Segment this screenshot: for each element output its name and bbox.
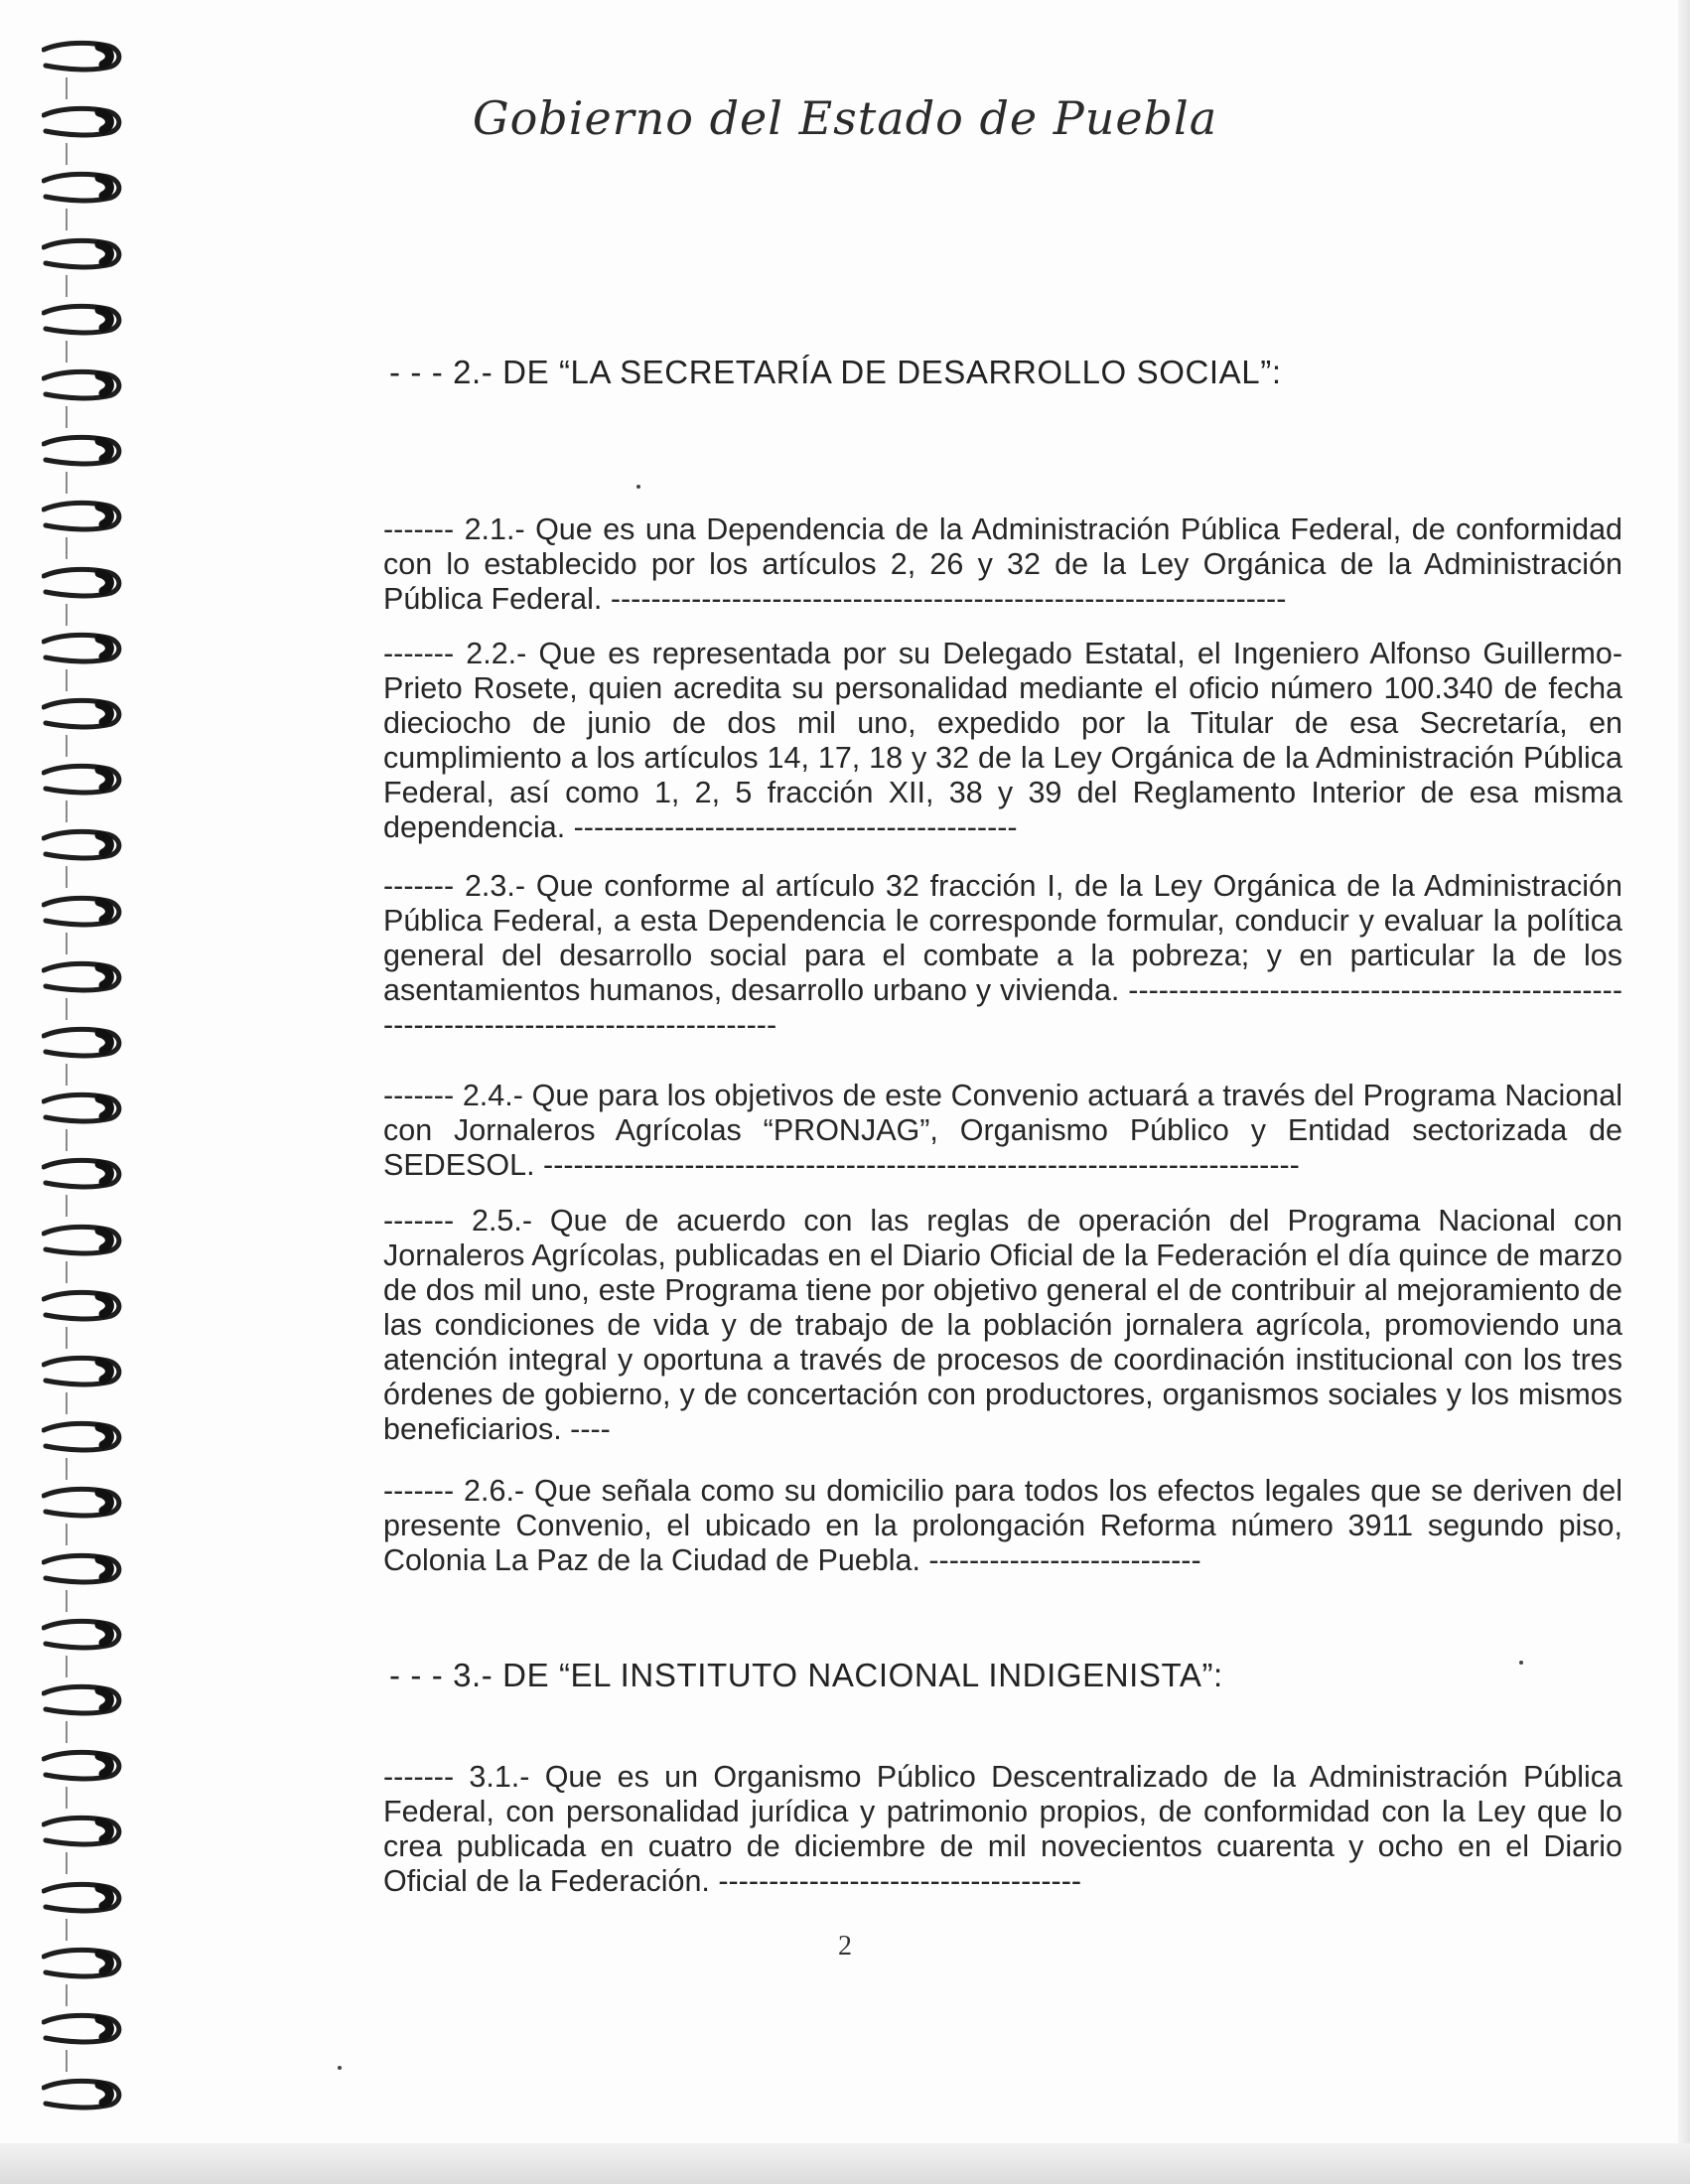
scan-speck (636, 485, 640, 489)
binding-ring (42, 1616, 125, 1652)
binding-ring (42, 498, 125, 533)
paragraph-2-6: ------- 2.6.- Que señala como su domicilio para todos los efectos legales que se deriven del presente Convenio, el ubicado en la prolongación Reforma número 3911 segundo piso, Colonia La Paz de la Ciudad de Puebla. --------------------------- (383, 1474, 1622, 1577)
paragraph-2-5: ------- 2.5.- Que de acuerdo con las reglas de operación del Programa Nacional con Jornaleros Agrícolas, publicadas en el Diario Oficial de la Federación el día quince de marzo de dos mil uno, este Programa tiene por objetivo general el de contribuir al mejoramiento de las condiciones de vida y de trabajo de la población jornalera agrícola, promoviendo una atención integral y oportuna a través de procesos de coordinación institucional con los tres órdenes de gobierno, y de concertación con productores, organismos sociales y los mismos beneficiarios. ---- (383, 1204, 1622, 1446)
binding-ring (42, 366, 125, 402)
binding-spine-mark (66, 1656, 68, 1677)
binding-ring (42, 761, 125, 797)
binding-spine-mark (66, 275, 68, 297)
binding-ring (42, 301, 125, 337)
binding-ring (42, 630, 125, 665)
binding-ring (42, 1222, 125, 1257)
binding-ring (42, 2076, 125, 2111)
binding-spine-mark (66, 1064, 68, 1086)
binding-ring (42, 169, 125, 205)
binding-spine-mark (66, 537, 68, 559)
binding-spine-mark (66, 801, 68, 822)
binding-ring (42, 432, 125, 468)
binding-spine-mark (66, 1787, 68, 1809)
binding-ring (42, 2010, 125, 2046)
section-heading-2: - - - 2.- DE “LA SECRETARÍA DE DESARROLLO SOCIAL”: (389, 354, 1282, 390)
paragraph-2-1: ------- 2.1.- Que es una Dependencia de la Administración Pública Federal, de conformidad con lo establecido por los artículos 2, 26 y 32 de la Ley Orgánica de la Administración Pública Federal. ------------------------------------------------------------------- (383, 512, 1622, 616)
paragraph-3-1: ------- 3.1.- Que es un Organismo Público Descentralizado de la Administración Pública Federal, con personalidad jurídica y patrimonio propios, de conformidad con la Ley que lo crea publicada en cuatro de diciembre de mil novecientos cuarenta y ocho en el Diario Oficial de la Federación. ------------------------------------ (383, 1760, 1622, 1898)
binding-ring (42, 1090, 125, 1125)
binding-spine-mark (66, 1392, 68, 1414)
binding-spine-mark (66, 209, 68, 230)
binding-spine-mark (66, 669, 68, 691)
paragraph-2-2: ------- 2.2.- Que es representada por su Delegado Estatal, el Ingeniero Alfonso Guillermo-Prieto Rosete, quien acredita su personalidad mediante el oficio número 100.340 de fecha dieciocho de junio de dos mil uno, expedido por la Titular de esa Secretaría, en cumplimiento a los artículos 14, 17, 18 y 32 de la Ley Orgánica de la Administración Pública Federal, así como 1, 2, 5 fracción XII, 38 y 39 del Reglamento Interior de esa misma dependencia. -------------------------------------------- (383, 637, 1622, 844)
binding-spine-mark (66, 1261, 68, 1283)
page-edge-shadow (1678, 0, 1690, 2184)
binding-spine-mark (66, 1852, 68, 1874)
binding-spine-mark (66, 143, 68, 165)
binding-spine-mark (66, 735, 68, 757)
binding-spine-mark (66, 472, 68, 494)
paragraph-2-3: ------- 2.3.- Que conforme al artículo 32 fracción I, de la Ley Orgánica de la Administración Pública Federal, a esta Dependencia le corresponde formular, conducir y evaluar la política general del desarrollo social para el combate a la pobreza; y en particular la de los asentamientos humanos, desarrollo urbano y vivienda. ---------------------------------------------------------------------------------------- (383, 869, 1622, 1042)
page-number: 2 (838, 1931, 852, 1962)
binding-ring (42, 826, 125, 862)
binding-ring (42, 1287, 125, 1323)
binding-ring (42, 1879, 125, 1915)
binding-spine-mark (66, 1721, 68, 1743)
binding-ring (42, 38, 125, 73)
binding-spine-mark (66, 998, 68, 1020)
binding-ring (42, 958, 125, 994)
binding-spine-mark (66, 1590, 68, 1612)
binding-ring (42, 893, 125, 929)
binding-spine-mark (66, 1458, 68, 1480)
binding-ring (42, 564, 125, 600)
binding-ring (42, 1681, 125, 1717)
binding-ring (42, 235, 125, 271)
page-bottom-shadow (0, 2143, 1690, 2184)
binding-spine-mark (66, 933, 68, 954)
binding-ring (42, 1747, 125, 1783)
binding-spine-mark (66, 1984, 68, 2006)
binding-spine-mark (66, 1524, 68, 1545)
binding-spine-mark (66, 1195, 68, 1217)
binding-ring (42, 1550, 125, 1586)
binding-ring (42, 1418, 125, 1454)
binding-ring (42, 1024, 125, 1060)
binding-ring (42, 1353, 125, 1388)
binding-ring (42, 695, 125, 731)
section-heading-3: - - - 3.- DE “EL INSTITUTO NACIONAL INDIGENISTA”: (389, 1657, 1223, 1693)
binding-ring (42, 1155, 125, 1191)
binding-spine-mark (66, 604, 68, 626)
binding-spine-mark (66, 341, 68, 363)
binding-spine-mark (66, 866, 68, 888)
binding-spine-mark (66, 1327, 68, 1349)
spiral-binding (0, 0, 139, 2184)
binding-ring (42, 1484, 125, 1520)
binding-ring (42, 1813, 125, 1848)
scan-speck (1519, 1661, 1523, 1665)
letterhead: Gobierno del Estado de Puebla (472, 91, 1218, 145)
binding-spine-mark (66, 406, 68, 428)
binding-spine-mark (66, 2050, 68, 2072)
paragraph-2-4: ------- 2.4.- Que para los objetivos de este Convenio actuará a través del Programa Nacional con Jornaleros Agrícolas “PRONJAG”, Organismo Público y Entidad sectorizada de SEDESOL. --------------------------------------------------------------------------- (383, 1079, 1622, 1182)
scan-speck (338, 2066, 342, 2070)
binding-spine-mark (66, 1129, 68, 1151)
